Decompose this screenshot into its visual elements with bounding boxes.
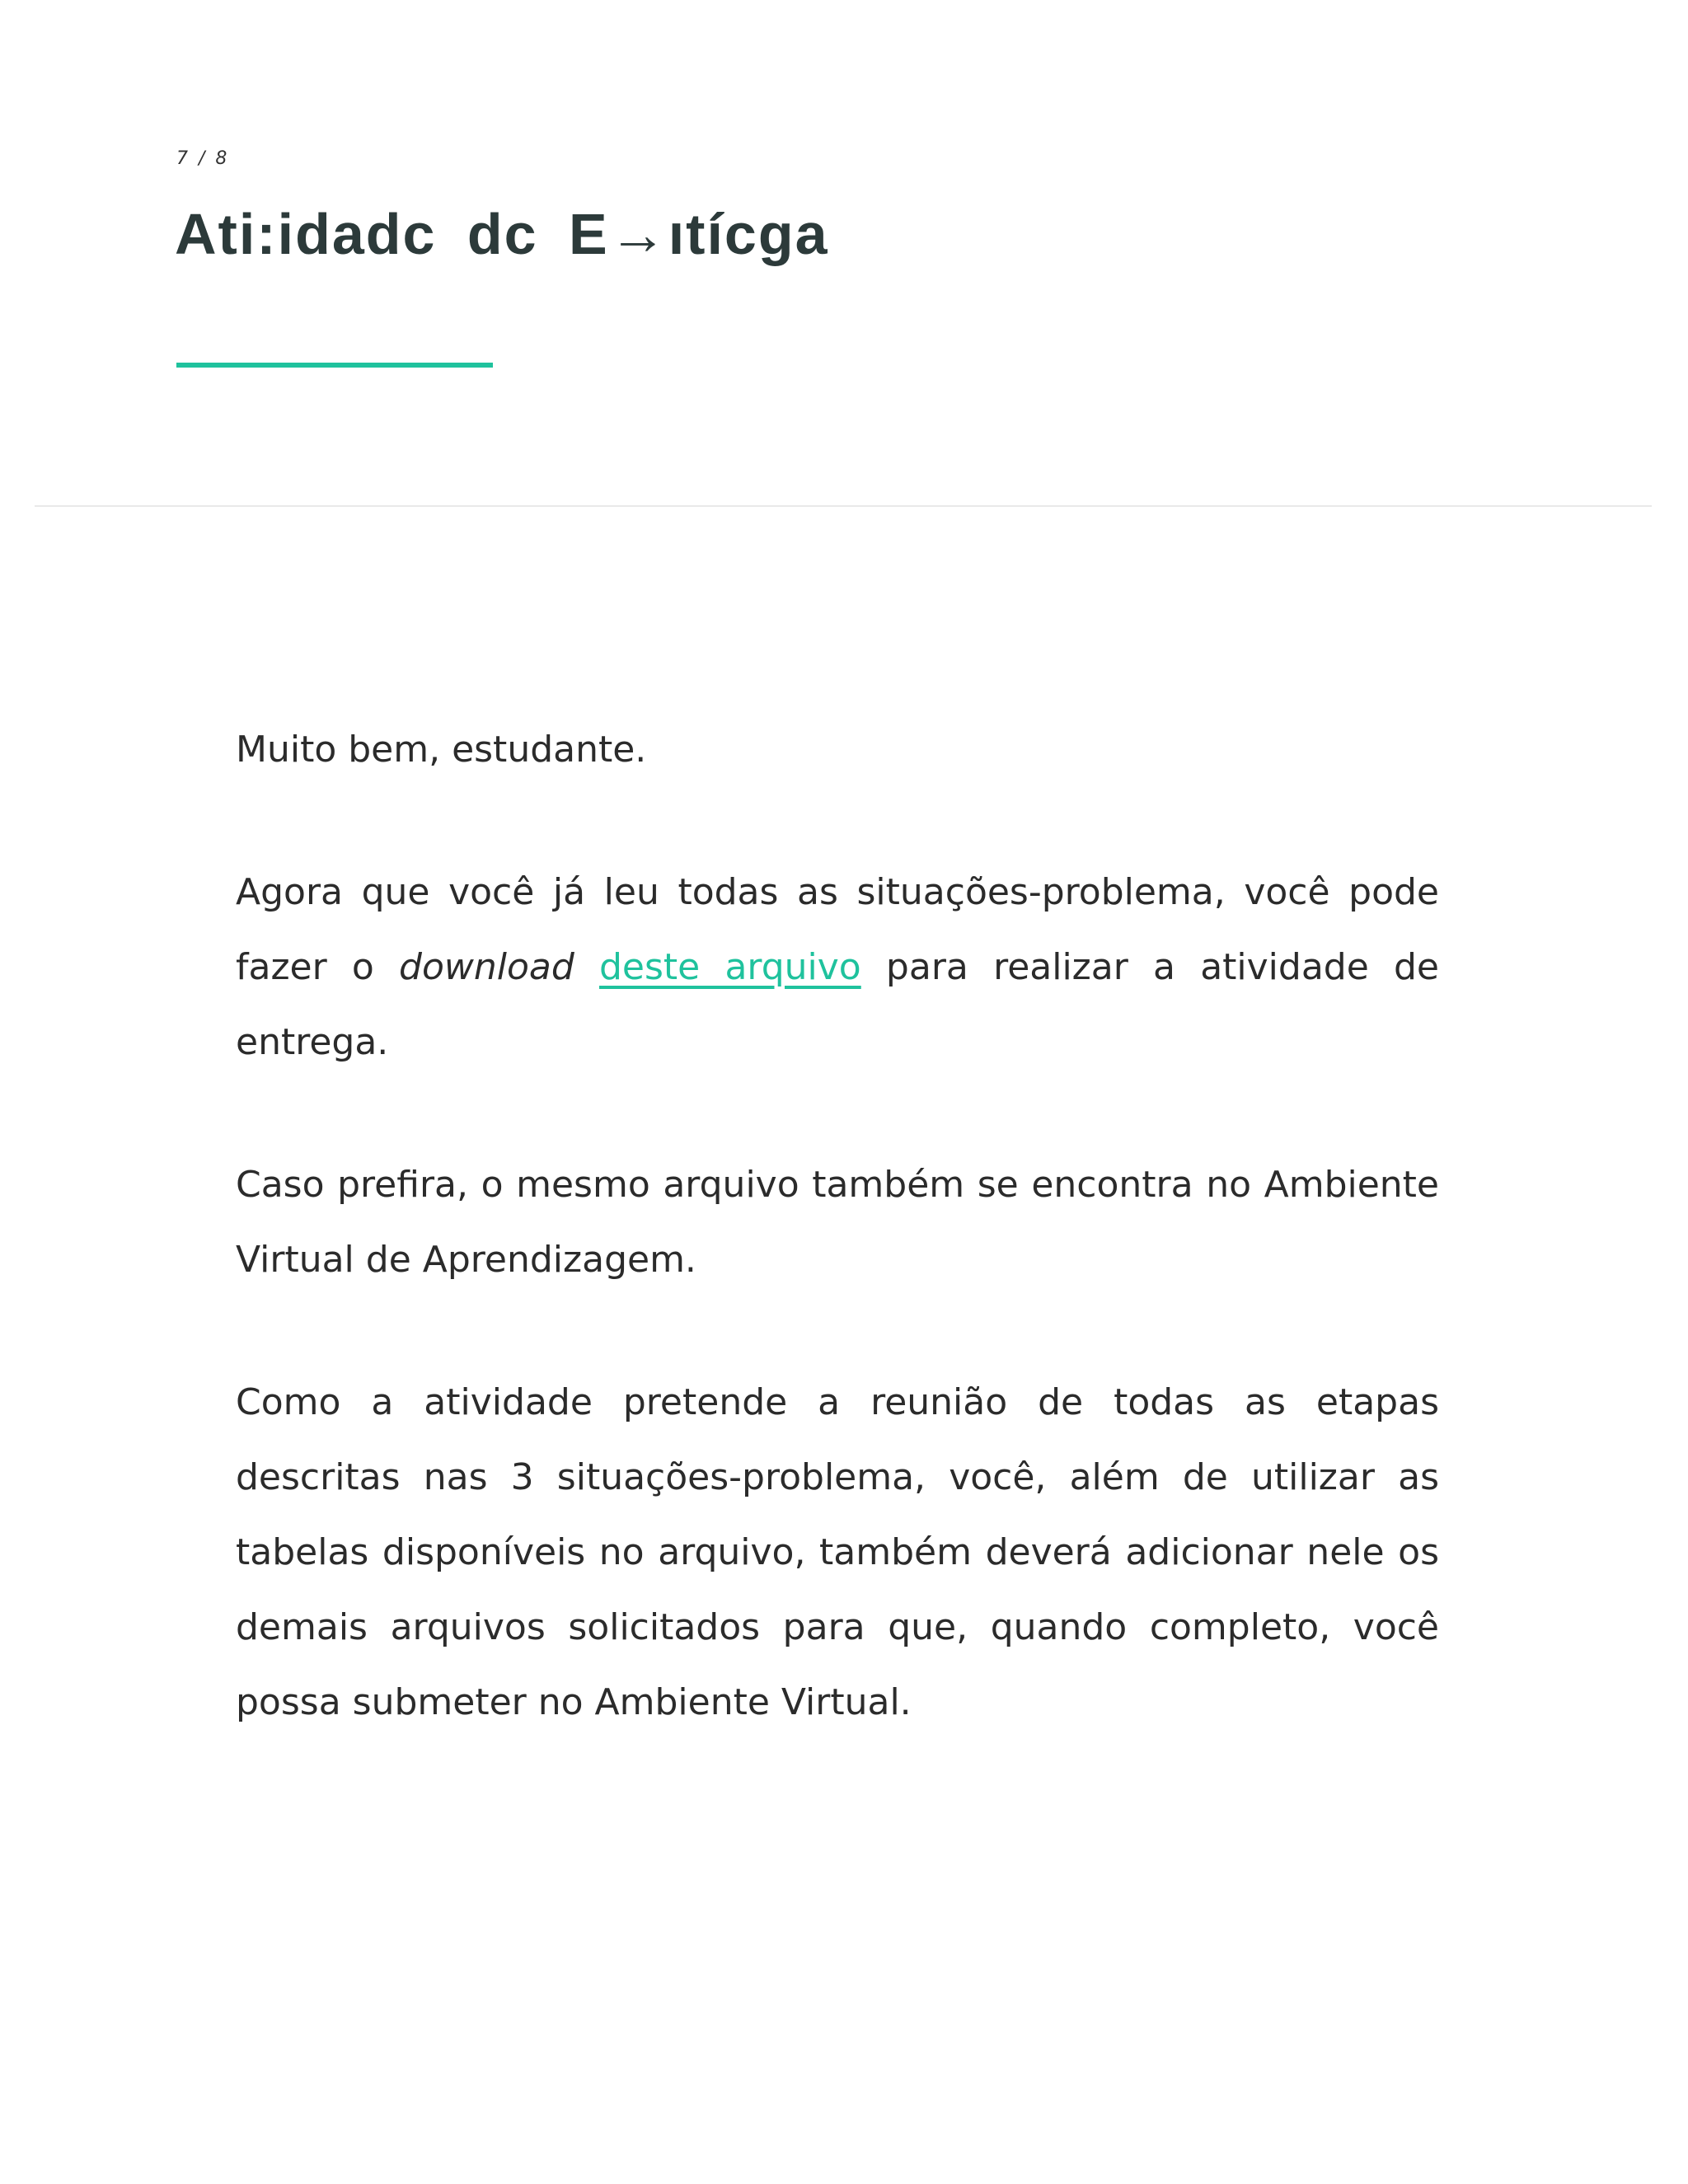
download-file-link[interactable]: deste arquivo <box>599 946 861 988</box>
alternative-location-paragraph: Caso prefira, o mesmo arquivo também se encontra no Ambiente Virtual de Aprendizagem. <box>236 1164 1439 1281</box>
activity-instructions-paragraph: Como a atividade pretende a reunião de todas as etapas descritas nas 3 situações-problema, você, além de utilizar as tabelas disponíveis no arquivo, também deverá adicionar nele os demais arquivos solicitados para que, quando completo, você possa submeter no Ambiente Virtual. <box>236 1381 1439 1723</box>
section-divider <box>35 505 1652 507</box>
download-emphasis: download <box>399 946 574 988</box>
greeting-paragraph: Muito bem, estudante. <box>236 729 647 771</box>
download-text-after: para realizar a atividade de entrega. <box>236 946 1439 1063</box>
lesson-content <box>236 712 1439 1740</box>
download-text-before: Agora que você já leu todas as situações-problema, você pode fazer o <box>236 871 1439 988</box>
download-paragraph <box>236 855 1439 1080</box>
page-counter: 7 / 8 <box>176 148 230 169</box>
page-title: Ati:idadc dc E→ıtícga <box>175 202 829 266</box>
title-underline <box>176 363 493 368</box>
